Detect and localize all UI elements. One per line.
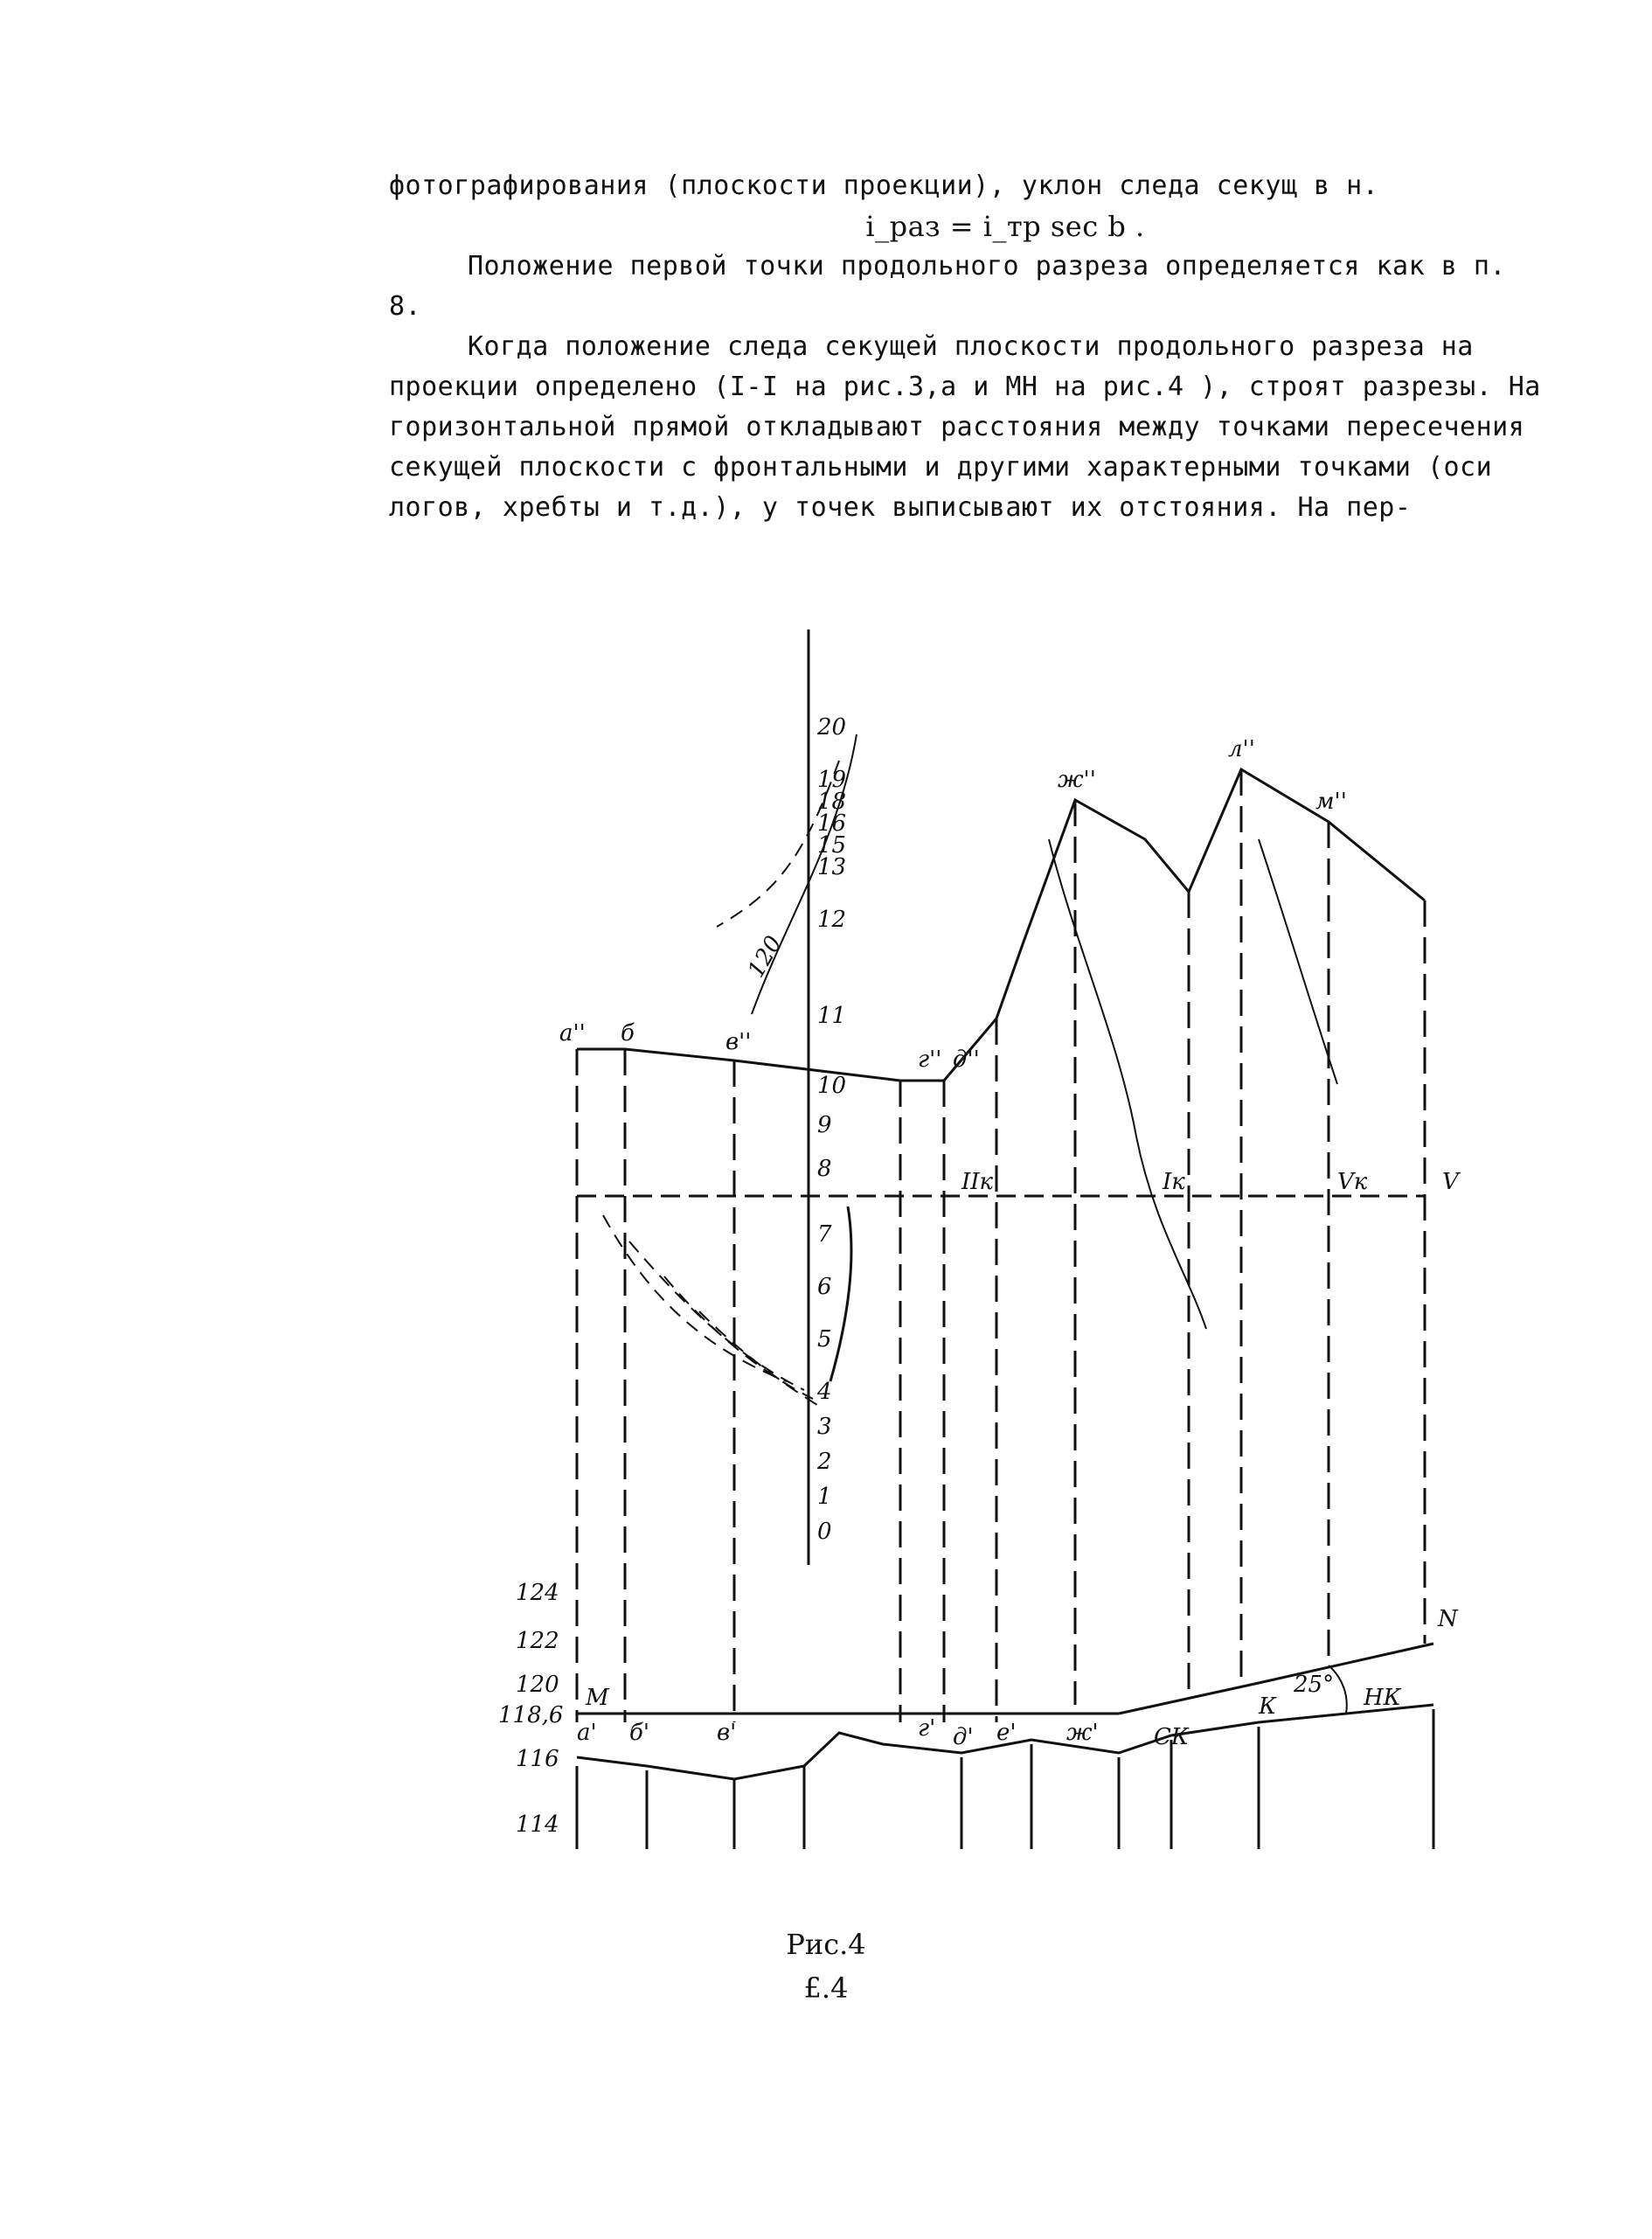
scale-label: 3 [817,1414,832,1440]
point-label: л'' [1228,736,1255,762]
point-label: Iк [1163,1169,1185,1195]
point-label: ж'' [1058,767,1096,793]
paragraph: Положение первой точки продольного разреза определяется как в п. 8. [389,251,1506,322]
point-label: IIк [961,1169,994,1195]
point-label: N [1438,1606,1458,1632]
point-label: м'' [1315,789,1347,815]
scale-label: 12 [817,907,847,933]
point-label: Vк [1337,1169,1368,1195]
point-label: г' [918,1715,936,1742]
formula: i_раз = i_тр sec b . [865,210,1145,243]
scale-label: 19 [817,767,847,793]
point-label: г'' [918,1046,942,1073]
scale-label: 4 [817,1379,832,1405]
scale-label: 1 [817,1484,832,1510]
scale-label: 5 [817,1326,832,1352]
scale-label: 10 [817,1073,847,1099]
point-label: в'' [725,1029,752,1055]
paragraph-line: фотографирования (плоскости проекции), уклон следа секущ в н. [389,170,1379,201]
scale-label: 11 [817,1003,847,1029]
point-label: ж' [1066,1720,1099,1746]
figure-4 [472,629,1477,1901]
point-label: е' [996,1720,1017,1746]
point-label: б' [629,1720,650,1746]
left-scale-label: 114 [516,1811,559,1838]
point-label: НК [1364,1685,1401,1711]
scale-label: 20 [817,714,847,741]
point-label: СК [1154,1724,1190,1750]
thalweg-line [830,1206,851,1381]
page-number: £.4 [803,1971,849,2005]
point-label: 120 [743,931,788,983]
point-label: б [621,1020,635,1046]
scale-label: 18 [817,789,847,815]
scale-label: 7 [817,1221,832,1248]
cross-section-drawing [472,629,1477,1897]
scale-label: 9 [817,1112,832,1138]
left-scale-label: 120 [516,1672,559,1698]
figure-caption: Рис.4 [786,1928,866,1961]
scale-label: 8 [817,1156,832,1182]
profile-upper [577,769,1425,1081]
ridge-line [1259,839,1337,1084]
scale-label: 2 [817,1449,832,1475]
point-label: V [1442,1169,1459,1195]
contour-lines [603,761,839,1408]
projection-lines [577,769,1425,1722]
point-label: д'' [953,1046,980,1073]
scale-label: 16 [817,810,847,837]
paragraph: Когда положение следа секущей плоскости продольного разреза на проекции определено (I-I на рис.3,а и МН на рис.4 ), строят разрезы. На горизонтальной прямой откладывают расстояния между точками пересечения секущей плоскости с фронтальными и другими характерными точками (оси логов, хребты и т.д.), у точек выписывают их отстояния. На пер- [389,331,1541,523]
point-label: К [1259,1693,1277,1720]
point-label: в' [717,1720,737,1746]
point-label: a'' [559,1020,586,1046]
ridge-line [1049,839,1206,1329]
left-scale-label: 122 [516,1628,559,1654]
point-label: 25° [1294,1672,1335,1698]
left-scale-label: 118,6 [498,1702,564,1728]
scale-label: 0 [817,1519,832,1545]
left-scale-label: 116 [516,1746,559,1772]
scale-label: 15 [817,832,847,859]
scale-label: 6 [817,1274,832,1300]
point-label: д' [953,1724,974,1750]
point-label: М [586,1685,609,1711]
scale-label: 13 [817,854,847,880]
left-scale-label: 124 [516,1580,559,1606]
body-text [389,166,1551,528]
point-label: а' [577,1720,597,1746]
